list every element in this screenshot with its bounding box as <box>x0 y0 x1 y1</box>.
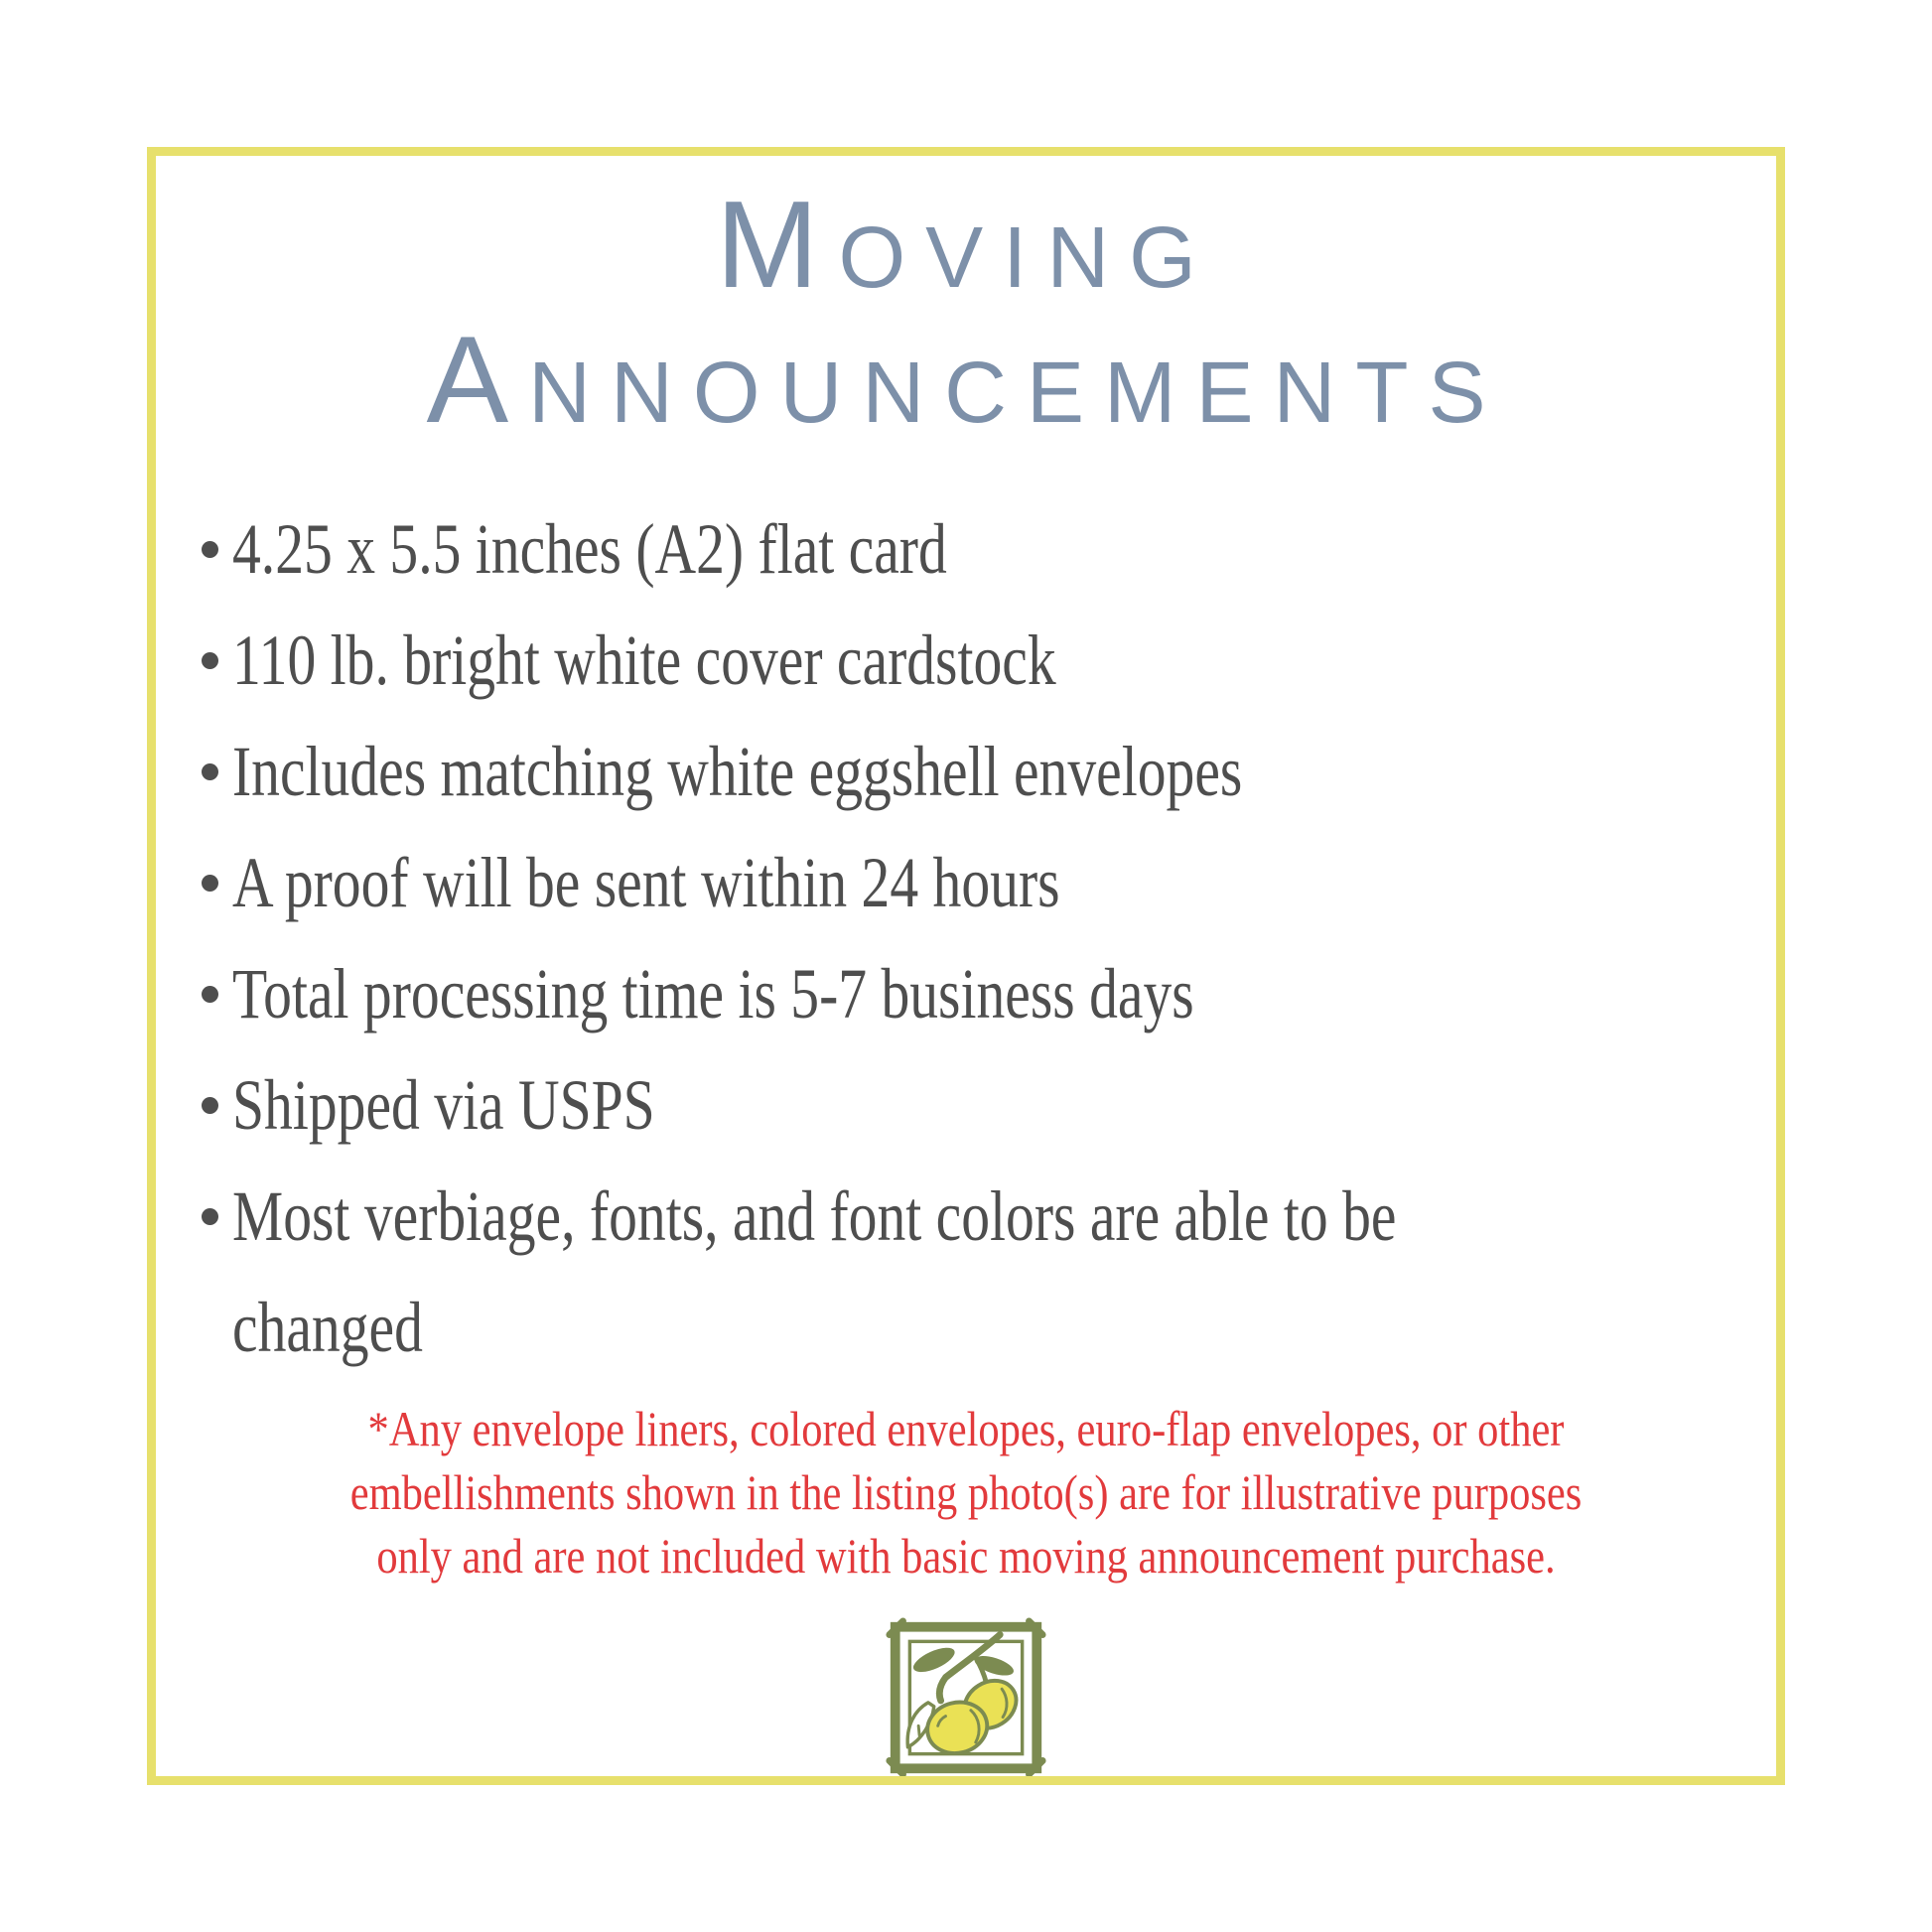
bullet-icon <box>202 875 218 892</box>
list-item-text: A proof will be sent within 24 hours <box>232 843 1060 922</box>
list-item-text: 4.25 x 5.5 inches (A2) flat card <box>232 509 947 589</box>
list-item <box>202 1049 1776 1161</box>
disclaimer-line: embellishments shown in the listing photo(s) are for illustrative purposes <box>349 1464 1583 1520</box>
lemon-frame-logo-icon <box>883 1615 1049 1780</box>
brand-logo <box>156 1615 1776 1785</box>
bullet-icon <box>202 541 218 558</box>
page-title <box>156 178 1776 448</box>
list-item <box>202 605 1776 716</box>
list-item <box>202 716 1776 827</box>
disclaimer-line: *Any envelope liners, colored envelopes, euro-flap envelopes, or other <box>367 1401 1565 1456</box>
list-item-text: Shipped via USPS <box>232 1065 655 1145</box>
product-details-list <box>156 493 1776 1383</box>
title-line-1: Moving <box>716 177 1216 314</box>
list-item <box>202 827 1776 938</box>
list-item <box>202 493 1776 605</box>
disclaimer-text <box>156 1397 1776 1587</box>
bullet-icon <box>202 1097 218 1114</box>
list-item-text: Most verbiage, fonts, and font colors are able to be changed <box>232 1176 1397 1367</box>
bullet-icon <box>202 1208 218 1225</box>
list-item-text: Total processing time is 5-7 business days <box>232 954 1194 1034</box>
list-item <box>202 938 1776 1049</box>
bullet-icon <box>202 652 218 669</box>
title-line-2: Announcements <box>426 312 1506 449</box>
bullet-icon <box>202 986 218 1003</box>
list-item <box>202 1161 1776 1383</box>
bullet-icon <box>202 763 218 780</box>
list-item-text: Includes matching white eggshell envelopes <box>232 732 1243 811</box>
list-item-text: 110 lb. bright white cover cardstock <box>232 621 1056 700</box>
disclaimer-line: only and are not included with basic moving announcement purchase. <box>376 1528 1556 1584</box>
info-card <box>147 147 1785 1785</box>
